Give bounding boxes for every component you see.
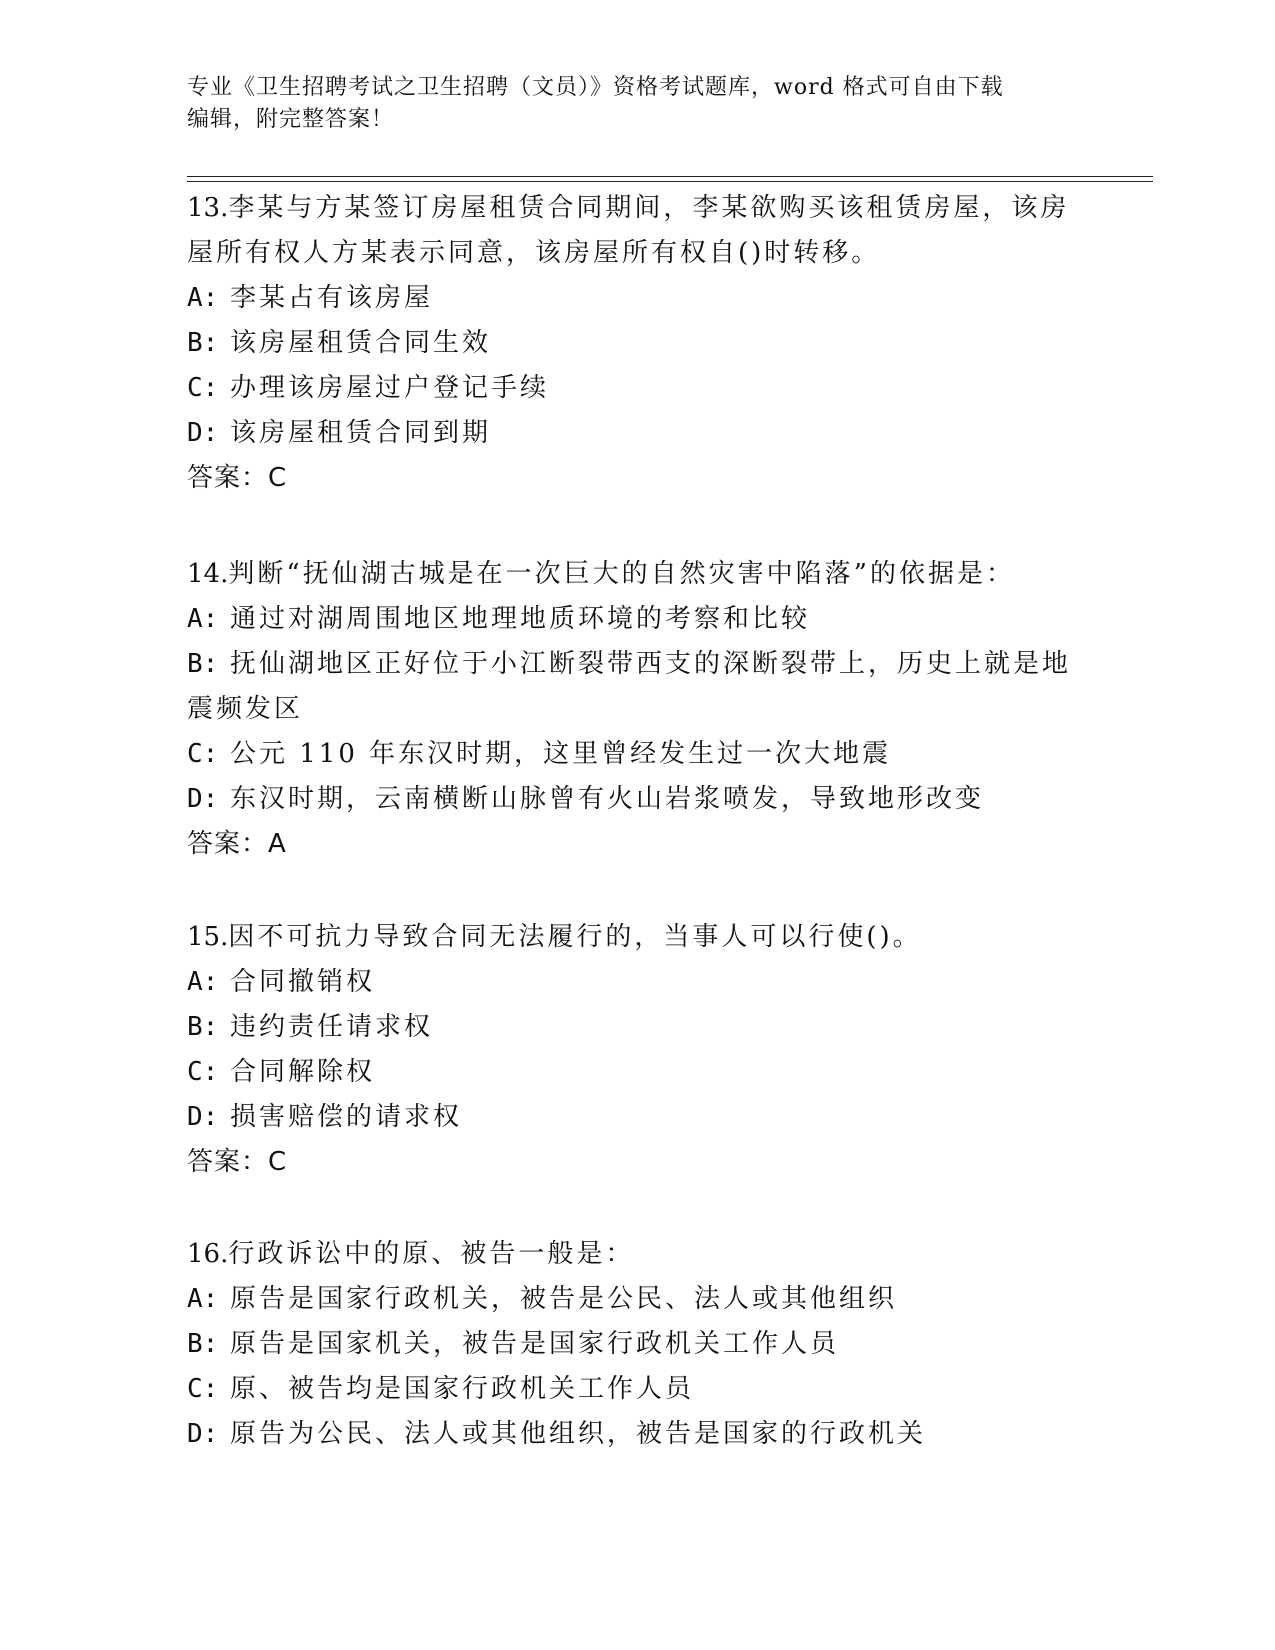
option-text: 该房屋租赁合同生效 xyxy=(230,328,492,358)
option-letter: C: xyxy=(187,1057,219,1087)
option-b xyxy=(187,1322,1087,1367)
answer-line: 答案：A xyxy=(187,829,287,859)
option-b xyxy=(187,642,1087,687)
question-14 xyxy=(187,552,1087,867)
option-text: 李某占有该房屋 xyxy=(230,283,434,313)
header-line-1: 专业《卫生招聘考试之卫生招聘（文员）》资格考试题库，word 格式可自由下载 xyxy=(187,75,1004,100)
question-stem-line: 16.行政诉讼中的原、被告一般是： xyxy=(187,1239,635,1269)
option-c xyxy=(187,1367,1087,1412)
option-text: 违约责任请求权 xyxy=(230,1012,434,1042)
option-text: 办理该房屋过户登记手续 xyxy=(230,373,550,403)
document-header xyxy=(187,72,1067,136)
option-letter: B: xyxy=(187,649,219,679)
question-stem-line: 13.李某与方某签订房屋租赁合同期间，李某欲购买该租赁房屋，该房 xyxy=(187,193,1070,223)
option-d xyxy=(187,777,1087,822)
option-text: 东汉时期，云南横断山脉曾有火山岩浆喷发，导致地形改变 xyxy=(230,784,985,814)
option-text: 原告为公民、法人或其他组织，被告是国家的行政机关 xyxy=(230,1419,927,1449)
option-letter: A: xyxy=(187,1284,219,1314)
answer-line: 答案：C xyxy=(187,463,288,493)
question-number: 16. xyxy=(187,1239,229,1269)
option-letter: C: xyxy=(187,373,219,403)
question-number: 13. xyxy=(187,193,229,223)
answer-line: 答案：C xyxy=(187,1147,288,1177)
question-13 xyxy=(187,186,1087,501)
option-text: 原告是国家机关，被告是国家行政机关工作人员 xyxy=(230,1329,840,1359)
option-text: 抚仙湖地区正好位于小江断裂带西支的深断裂带上，历史上就是地 xyxy=(230,649,1072,679)
option-d xyxy=(187,411,1087,456)
option-letter: D: xyxy=(187,1102,219,1132)
option-b-continuation: 震频发区 xyxy=(187,694,304,724)
option-text: 通过对湖周围地区地理地质环境的考察和比较 xyxy=(230,604,811,634)
option-letter: C: xyxy=(187,739,219,769)
question-number: 15. xyxy=(187,922,229,952)
option-letter: D: xyxy=(187,1419,219,1449)
option-text: 公元 110 年东汉时期，这里曾经发生过一次大地震 xyxy=(230,739,892,769)
option-text: 损害赔偿的请求权 xyxy=(230,1102,463,1132)
option-letter: D: xyxy=(187,784,219,814)
option-text: 该房屋租赁合同到期 xyxy=(230,418,492,448)
question-stem-line: 15.因不可抗力导致合同无法履行的，当事人可以行使()。 xyxy=(187,922,922,952)
header-divider-top xyxy=(187,176,1153,177)
option-c xyxy=(187,732,1087,777)
header-divider-bottom xyxy=(187,181,1153,182)
option-letter: D: xyxy=(187,418,219,448)
header-line-2: 编辑，附完整答案！ xyxy=(187,107,395,132)
question-16 xyxy=(187,1232,1087,1457)
option-text: 合同解除权 xyxy=(230,1057,376,1087)
question-15 xyxy=(187,915,1087,1185)
option-letter: A: xyxy=(187,967,219,997)
option-letter: C: xyxy=(187,1374,219,1404)
option-a xyxy=(187,597,1087,642)
option-a xyxy=(187,960,1087,1005)
option-letter: B: xyxy=(187,1329,219,1359)
option-text: 原、被告均是国家行政机关工作人员 xyxy=(230,1374,695,1404)
question-stem-line: 屋所有权人方某表示同意，该房屋所有权自()时转移。 xyxy=(187,238,881,268)
option-letter: A: xyxy=(187,283,219,313)
option-b xyxy=(187,1005,1087,1050)
option-d xyxy=(187,1412,1087,1457)
option-letter: B: xyxy=(187,328,219,358)
option-b xyxy=(187,321,1087,366)
option-letter: A: xyxy=(187,604,219,634)
option-letter: B: xyxy=(187,1012,219,1042)
option-a xyxy=(187,1277,1087,1322)
option-text: 原告是国家行政机关，被告是公民、法人或其他组织 xyxy=(230,1284,898,1314)
option-a xyxy=(187,276,1087,321)
question-stem-line: 14.判断“抚仙湖古城是在一次巨大的自然灾害中陷落”的依据是： xyxy=(187,559,1015,589)
option-c xyxy=(187,366,1087,411)
question-number: 14. xyxy=(187,559,229,589)
option-d xyxy=(187,1095,1087,1140)
option-text: 合同撤销权 xyxy=(230,967,376,997)
option-c xyxy=(187,1050,1087,1095)
